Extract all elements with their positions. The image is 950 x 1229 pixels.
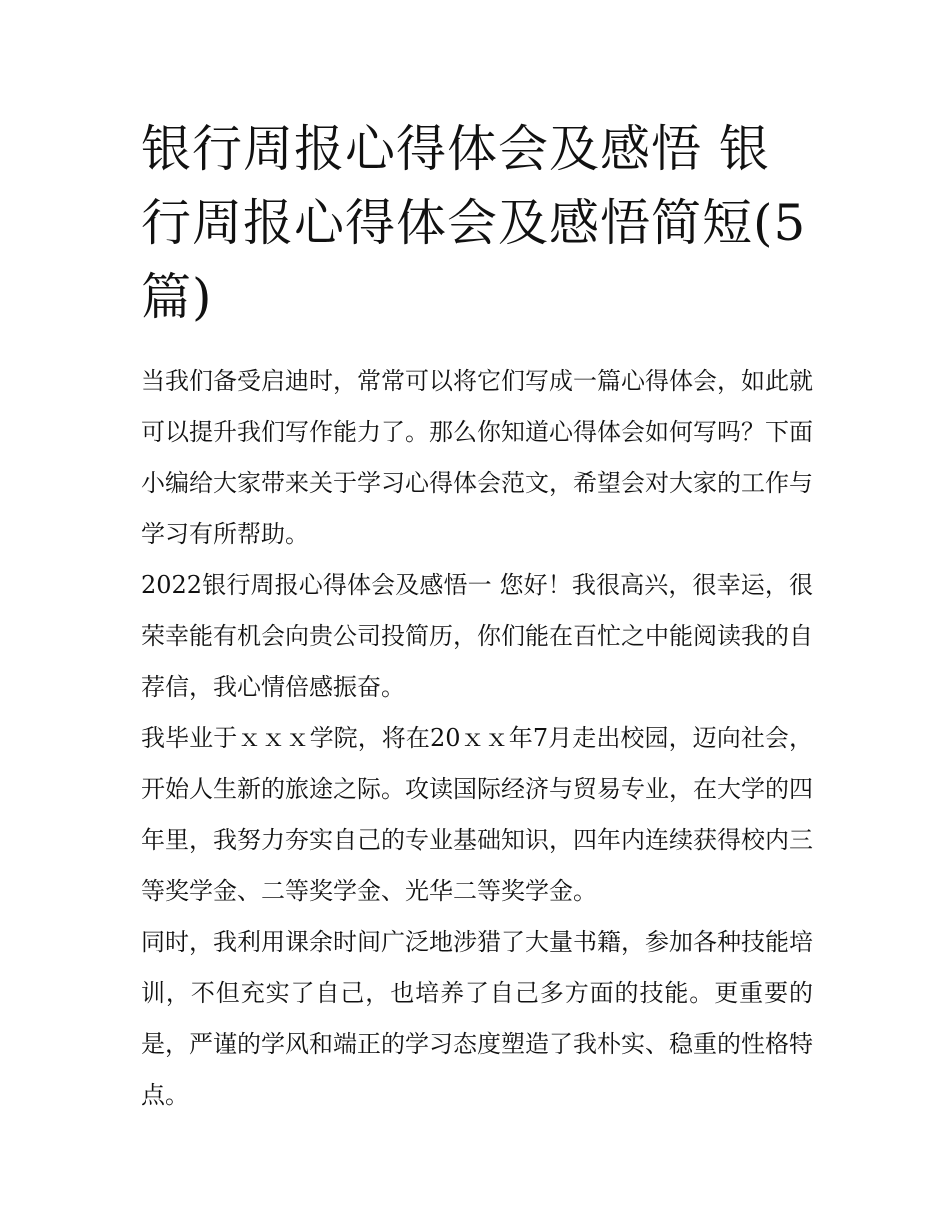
paragraph-education: 我毕业于ｘｘｘ学院，将在20ｘｘ年7月走出校园，迈向社会，开始人生新的旅途之际。攻读国际经济与贸易专业，在大学的四年里，我努力夯实自己的专业基础知识，四年内连续获得校内三等奖学金、二等奖学金、光华二等奖学金。 xyxy=(141,724,813,905)
document-title: 银行周报心得体会及感悟 银行周报心得体会及感悟简短(5篇) xyxy=(141,120,807,326)
document-body xyxy=(141,356,813,1121)
paragraph-intro: 当我们备受启迪时，常常可以将它们写成一篇心得体会，如此就可以提升我们写作能力了。那么你知道心得体会如何写吗？下面小编给大家带来关于学习心得体会范文，希望会对大家的工作与学习有所帮助。 xyxy=(141,367,813,548)
paragraph-greeting: 2022银行周报心得体会及感悟一 您好！我很高兴，很幸运，很荣幸能有机会向贵公司投简历，你们能在百忙之中能阅读我的自荐信，我心情倍感振奋。 xyxy=(141,571,813,701)
paragraph-skills: 同时，我利用课余时间广泛地涉猎了大量书籍，参加各种技能培训，不但充实了自己，也培养了自己多方面的技能。更重要的是，严谨的学风和端正的学习态度塑造了我朴实、稳重的性格特点。 xyxy=(141,928,813,1109)
document-content xyxy=(141,112,813,1121)
